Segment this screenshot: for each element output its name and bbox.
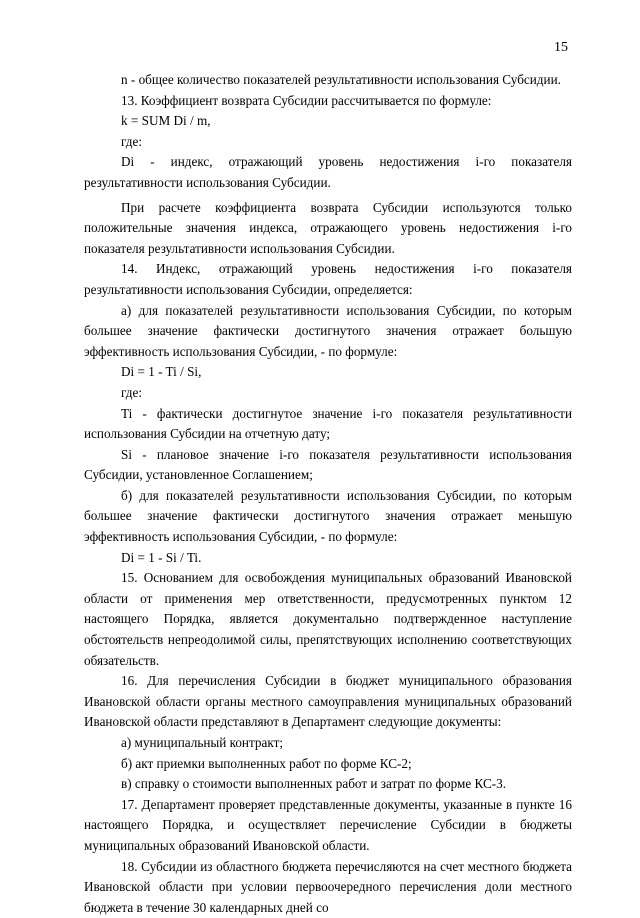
- paragraph: где:: [121, 133, 142, 149]
- paragraph: а) муниципальный контракт;: [121, 735, 284, 750]
- paragraph: 16. Для перечисления Субсидии в бюджет муниципального образования Ивановской области органы местного самоуправления муниципальных образований Ивановской области представляют в Департамент следующие документы:: [84, 673, 572, 730]
- paragraph: Si - плановое значение i-го показателя результативности использования Субсидии, установленное Соглашением;: [84, 446, 572, 483]
- paragraph: Di - индекс, отражающий уровень недостижения i-го показателя результативности использования Субсидии.: [84, 154, 572, 190]
- page-number: 15: [554, 40, 568, 55]
- paragraph: 15. Основанием для освобождения муниципальных образований Ивановской области от применения мер ответственности, предусмотренных пунктом 12 настоящего Порядка, является документально подтвержденное наступление обстоятельств непреодолимой силы, препятствующих исполнению соответствующих обязательств.: [84, 570, 572, 668]
- paragraph: а) для показателей результативности использования Субсидии, по которым большее значение фактически достигнутого значения отражает большую эффективность использования Субсидии, - по формуле:: [84, 302, 572, 359]
- document-body: [84, 70, 572, 918]
- paragraph: б) для показателей результативности использования Субсидии, по которым большее значение фактически достигнутого значения отражает меньшую эффективность использования Субсидии, - по формуле:: [84, 487, 572, 545]
- paragraph: 13. Коэффициент возврата Субсидии рассчитывается по формуле:: [121, 92, 492, 108]
- paragraph: где:: [121, 384, 142, 400]
- paragraph: 14. Индекс, отражающий уровень недостижения i-го показателя результативности использования Субсидии, определяется:: [84, 261, 572, 297]
- paragraph: 18. Субсидии из областного бюджета перечисляются на счет местного бюджета Ивановской области при условии первоочередного перечисления доли местного бюджета в течение 30 календарных дней со: [84, 858, 572, 915]
- paragraph: 17. Департамент проверяет представленные документы, указанные в пункте 16 настоящего Порядка, и осуществляет перечисление Субсидии в бюджеты муниципальных образований Ивановской области.: [84, 796, 572, 853]
- paragraph: Ti - фактически достигнутое значение i-го показателя результативности использования Субсидии на отчетную дату;: [84, 405, 572, 442]
- paragraph: Di = 1 - Ti / Si,: [121, 364, 202, 380]
- paragraph: n - общее количество показателей результативности использования Субсидии.: [121, 72, 561, 87]
- paragraph: б) акт приемки выполненных работ по форме КС-2;: [121, 755, 412, 771]
- paragraph: k = SUM Di / m,: [121, 113, 211, 129]
- paragraph: Di = 1 - Si / Ti.: [121, 549, 202, 565]
- paragraph: При расчете коэффициента возврата Субсидии используются только положительные значения индекса, отражающего уровень недостижения i-го показателя результативности использования Субсидии.: [84, 199, 572, 256]
- paragraph: в) справку о стоимости выполненных работ и затрат по форме КС-3.: [121, 776, 507, 792]
